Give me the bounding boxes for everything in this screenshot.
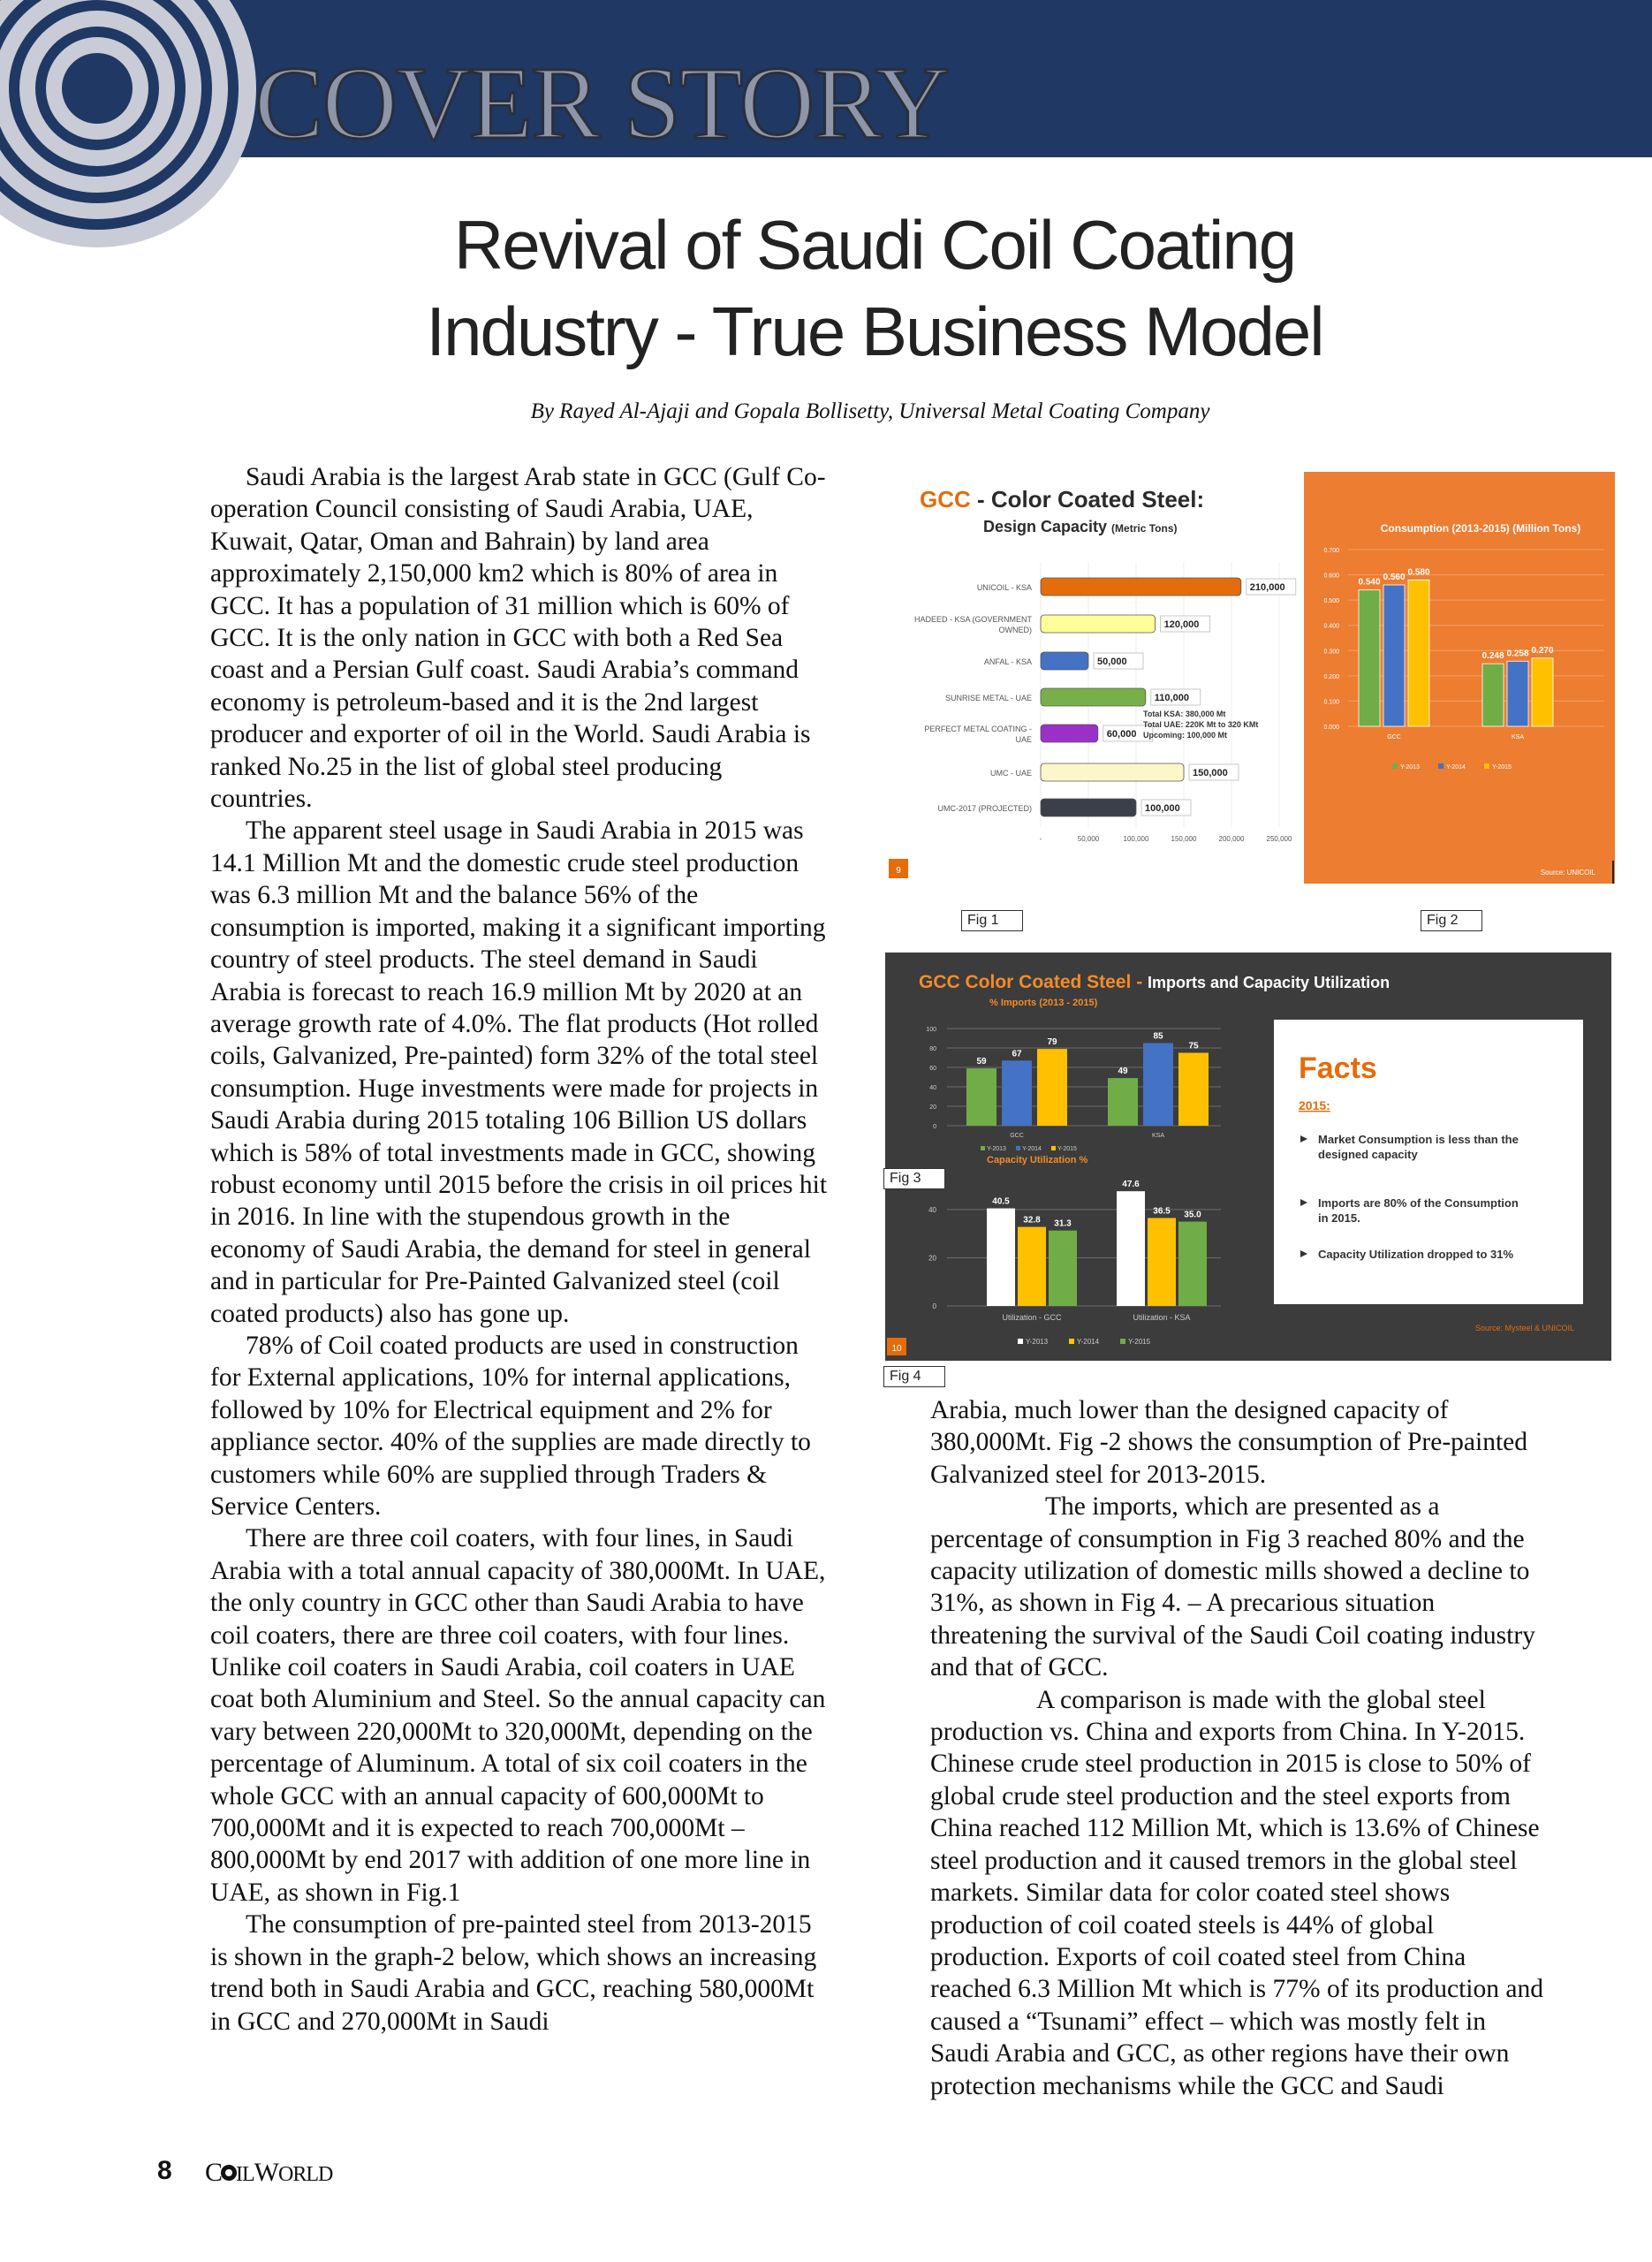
y-category-label: ANFAL - KSA [983, 657, 1032, 666]
data-label: 67 [1012, 1049, 1022, 1059]
y-tick-label: 0.400 [1323, 623, 1339, 630]
y-tick-label: 20 [929, 1104, 936, 1111]
facts-bullet-text: designed capacity [1318, 1148, 1418, 1161]
fig3-subtitle: % Imports (2013 - 2015) [989, 998, 1098, 1008]
slide-title [919, 972, 1390, 992]
y-tick-label: 0.300 [1323, 649, 1339, 656]
paragraph: The apparent steel usage in Saudi Arabia in 2015 was 14.1 Million Mt and the domestic crude steel production was 6.3 million Mt and the balance 56% of the consumption is imported, making it a significant importing country of steel products. The steel demand in Saudi Arabia is forecast to reach 16.9 million Mt by 2020 at an average growth rate of 4.0%. The flat products (Hot rolled coils, Galvanized, Pre-painted) form 32% of the total steel consumption. Huge investments were made for projects in Saudi Arabia during 2015 totaling 106 Billion US dollars which is 58% of total investments made in GCC, showing robust economy until 2015 before the crisis in oil prices hit in 2016. In line with the stupendous growth in the economy of Saudi Arabia, the demand for steel in general and in particular for Pre-Painted Galvanized steel (coil coated products) also has gone up. [210, 816, 828, 1328]
y-tick-label: 60 [929, 1066, 936, 1072]
x-tick-label: 250,000 [1266, 835, 1292, 843]
data-label: 47.6 [1122, 1180, 1140, 1190]
y-tick-label: 40 [929, 1085, 936, 1091]
y-category-label: UNICOIL - KSA [976, 583, 1032, 592]
data-label: 150,000 [1193, 768, 1228, 778]
data-label: 110,000 [1154, 693, 1189, 703]
data-label: 79 [1047, 1037, 1057, 1048]
data-label: 120,000 [1163, 619, 1200, 630]
x-tick-label: 150,000 [1171, 835, 1197, 843]
bar [1041, 799, 1136, 816]
facts-bullet-text: in 2015. [1318, 1211, 1360, 1225]
bar [1018, 1227, 1046, 1306]
legend-label: Y-2015 [1057, 1146, 1077, 1152]
paragraph: Saudi Arabia is the largest Arab state in GCC (Gulf Co-operation Council consisting of Saudi Arabia, UAE, Kuwait, Qatar, Oman and Bahrain) by land area approximately 2,150,000 km2 which is 80% of area in GCC. It has a population of 31 million which is 60% of GCC. It is the only nation in GCC with both a Red Sea coast and a Persian Gulf coast. Saudi Arabia’s command economy is petroleum-based and it is the 2nd largest producer and exporter of oil in the World. Saudi Arabia is ranked No.25 in the list of global steel producing countries. [210, 463, 826, 814]
annotation: Total UAE: 220K Mt to 320 KMt [1143, 720, 1259, 729]
y-tick-label: 0 [933, 1124, 936, 1130]
bar [1359, 590, 1380, 726]
bar [1383, 585, 1405, 726]
fig4-label: Fig 4 [883, 1366, 945, 1387]
slide-number: 9 [896, 866, 901, 876]
x-category-label: KSA [1511, 734, 1525, 740]
right-column [930, 1394, 1549, 2102]
y-tick-label: 20 [928, 1254, 936, 1263]
paragraph: Arabia, much lower than the designed capacity of 380,000Mt. Fig -2 shows the consumption of Pre-painted Galvanized steel for 2013-2015. [930, 1396, 1527, 1489]
x-category-label: Utilization - GCC [1002, 1313, 1062, 1322]
data-label: 35.0 [1184, 1210, 1201, 1220]
y-category-label: SUNRISE METAL - UAE [944, 694, 1032, 702]
y-tick-label: 0.700 [1323, 548, 1339, 554]
legend-swatch [1069, 1339, 1074, 1344]
title-line-2: Industry - True Business Model [426, 292, 1323, 370]
annotation: Upcoming: 100,000 Mt [1143, 731, 1228, 740]
y-tick-label: 0.100 [1323, 699, 1339, 706]
fig1-design-capacity-chart [889, 474, 1304, 882]
y-category-label: UMC-2017 (PROJECTED) [937, 804, 1032, 813]
chart-subtitle: Design Capacity (Metric Tons) [983, 518, 1178, 535]
data-label: 36.5 [1153, 1206, 1171, 1217]
byline: By Rayed Al-Ajaji and Gopala Bollisetty, Universal Metal Coating Company [530, 399, 1210, 423]
data-label: 0.540 [1358, 577, 1381, 588]
bar [1482, 664, 1504, 726]
data-label: 32.8 [1023, 1215, 1041, 1226]
chart-title-prefix: GCC [920, 486, 971, 512]
y-tick-label: 0.200 [1323, 673, 1339, 680]
data-label: 0.560 [1383, 573, 1406, 582]
bar [1002, 1060, 1032, 1126]
bar [1041, 615, 1156, 633]
legend-swatch [1484, 763, 1489, 769]
bar [1178, 1053, 1209, 1127]
y-category-label: OWNED) [998, 626, 1032, 634]
legend-label: Y-2013 [1400, 764, 1420, 770]
y-category-label: PERFECT METAL COATING - [924, 725, 1032, 733]
concentric-rings-logo [0, 0, 265, 256]
slide-title-rest: Imports and Capacity Utilization [1148, 974, 1391, 991]
paragraph: The imports, which are presented as a percentage of consumption in Fig 3 reached 80% and the capacity utilization of domestic mills showed a decline to 31%, as shown in Fig 4. – A precarious situation threatening the survival of the Saudi Coil coating industry and that of GCC. [930, 1492, 1535, 1682]
data-label: 50,000 [1097, 657, 1127, 667]
fig3-fig4-imports-utilization-slide [885, 953, 1611, 1361]
fig3-label: Fig 3 [883, 1168, 945, 1189]
x-tick-label: - [1039, 835, 1042, 843]
data-label: 0.270 [1531, 645, 1554, 656]
bar [1408, 580, 1429, 726]
legend-swatch [1016, 1146, 1020, 1150]
y-category-label: UMC - UAE [990, 769, 1032, 778]
facts-bullet-text: Market Consumption is less than the [1318, 1133, 1519, 1146]
facts-year: 2015: [1299, 1098, 1330, 1112]
bar [1148, 1218, 1176, 1306]
y-category-label: UAE [1015, 735, 1032, 744]
bar [1507, 661, 1528, 726]
bar [1041, 688, 1146, 706]
bar [1117, 1191, 1145, 1306]
legend-swatch [1018, 1339, 1023, 1344]
y-tick-label: 0.600 [1323, 573, 1339, 580]
paragraph: A comparison is made with the global steel production vs. China and exports from China. In Y-2015. Chinese crude steel production in 2015 is close to 50% of global crude steel production and the steel exports from China reached 112 Million Mt, which is 13.6% of Chinese steel production and it caused tremors in the global steel markets. Similar data for color coated steel shows production of coil coated steels is 44% of global production. Exports of coil coated steel from China reached 6.3 Million Mt which is 77% of its production and caused a “Tsunami” effect – which was mostly felt in Saudi Arabia and GCC, as other regions have their own protection mechanisms while the GCC and Saudi [930, 1685, 1543, 2100]
y-category-label: HADEED - KSA (GOVERNMENT [913, 615, 1032, 624]
data-label: 75 [1188, 1041, 1199, 1051]
chart-title: Consumption (2013-2015) (Million Tons) [1380, 522, 1581, 535]
data-label: 100,000 [1145, 803, 1180, 814]
fig1-label: Fig 1 [961, 910, 1023, 931]
data-label: 60,000 [1106, 729, 1137, 740]
slide-number: 10 [891, 1344, 902, 1354]
facts-bullet-text: Capacity Utilization dropped to 31% [1318, 1248, 1514, 1261]
bar [1041, 763, 1184, 781]
facts-bullet-text: Imports are 80% of the Consumption [1318, 1196, 1519, 1210]
legend-swatch [1120, 1339, 1125, 1344]
data-label: 31.3 [1054, 1218, 1072, 1229]
data-label: 0.258 [1506, 649, 1529, 659]
legend-swatch [981, 1146, 985, 1150]
bar [1143, 1044, 1173, 1127]
legend-swatch [1438, 763, 1444, 769]
fig4-subtitle: Capacity Utilization % [987, 1155, 1088, 1165]
x-category-label: GCC [1387, 734, 1401, 740]
legend-label: Y-2015 [1128, 1338, 1151, 1346]
data-label: 0.580 [1407, 567, 1430, 578]
chart-title-rest: - Color Coated Steel: [970, 486, 1205, 512]
bar [987, 1209, 1015, 1306]
logo-o-mark [221, 2165, 237, 2181]
legend-label: Y-2015 [1492, 764, 1512, 770]
bar [1041, 725, 1098, 742]
chart-subtitle-unit: (Metric Tons) [1111, 522, 1178, 535]
chart-source: Source: UNICOIL [1540, 869, 1595, 877]
annotation: Total KSA: 380,000 Mt [1143, 710, 1226, 718]
data-label: 210,000 [1249, 582, 1285, 593]
x-tick-label: 50,000 [1077, 835, 1100, 843]
data-label: 59 [976, 1057, 987, 1067]
data-label: 85 [1153, 1031, 1163, 1042]
bar [1049, 1231, 1077, 1306]
paragraph: The consumption of pre-painted steel from 2013-2015 is shown in the graph-2 below, which shows an increasing trend both in Saudi Arabia and GCC, reaching 580,000Mt in GCC and 270,000Mt in Saudi [210, 1910, 817, 2036]
slide-title-prefix: GCC Color Coated Steel - [919, 972, 1148, 992]
data-label: 49 [1118, 1066, 1128, 1077]
paragraph: 78% of Coil coated products are used in construction for External applications, 10% for internal applications, followed by 10% for Electrical equipment and 2% for appliance sector. 40% of the supplies are made directly to customers while 60% are supplied through Traders & Service Centers. [210, 1331, 811, 1521]
bar [1041, 652, 1088, 670]
facts-source: Source: Mysteel & UNICOIL [1474, 1324, 1574, 1332]
y-tick-label: 0 [932, 1302, 936, 1310]
x-category-label: Utilization - KSA [1133, 1313, 1191, 1322]
x-tick-label: 200,000 [1218, 835, 1245, 843]
y-tick-label: 0.000 [1323, 725, 1339, 731]
x-category-label: KSA [1151, 1133, 1165, 1139]
bar [1037, 1049, 1067, 1126]
chart-title [920, 486, 1204, 512]
y-tick-label: 100 [926, 1027, 936, 1033]
y-tick-label: 0.500 [1323, 598, 1339, 605]
bar [966, 1068, 997, 1126]
legend-label: Y-2014 [1022, 1146, 1042, 1152]
y-tick-label: 80 [929, 1046, 936, 1052]
legend-swatch [1051, 1146, 1056, 1150]
bar [1108, 1078, 1138, 1126]
legend-label: Y-2014 [1446, 764, 1466, 770]
left-column [210, 461, 829, 2038]
data-label: 40.5 [992, 1196, 1010, 1207]
legend-label: Y-2013 [987, 1146, 1006, 1152]
bar [1532, 658, 1553, 726]
fig2-label: Fig 2 [1421, 910, 1482, 931]
fig2-consumption-chart [1304, 472, 1615, 884]
x-category-label: GCC [1010, 1133, 1024, 1139]
legend-label: Y-2014 [1077, 1338, 1100, 1346]
facts-heading: Facts [1299, 1051, 1377, 1085]
article-title [353, 201, 1396, 375]
x-tick-label: 100,000 [1123, 835, 1149, 843]
page-number: 8 [157, 2156, 172, 2185]
y-tick-label: 40 [928, 1205, 936, 1214]
magazine-logo: C ILWORLD [205, 2158, 333, 2187]
paragraph: There are three coil coaters, with four lines, in Saudi Arabia with a total annual capacity of 380,000Mt. In UAE, the only country in GCC other than Saudi Arabia to have coil coaters, there are three coil coaters, with four lines. Unlike coil coaters in Saudi Arabia, coil coaters in UAE coat both Aluminium and Steel. So the annual capacity can vary between 220,000Mt to 320,000Mt, depending on the percentage of Aluminum. A total of six coil coaters in the whole GCC with an annual capacity of 600,000Mt to 700,000Mt and it is expected to reach 700,000Mt – 800,000Mt by end 2017 with addition of one more line in UAE, as shown in Fig.1 [210, 1524, 826, 1907]
section-heading: COVER STORY [254, 45, 949, 161]
legend-label: Y-2013 [1026, 1338, 1049, 1346]
bar [1041, 578, 1241, 596]
legend-swatch [1392, 763, 1398, 769]
data-label: 0.248 [1481, 651, 1504, 662]
bar [1178, 1222, 1207, 1306]
title-line-1: Revival of Saudi Coil Coating [453, 206, 1296, 284]
